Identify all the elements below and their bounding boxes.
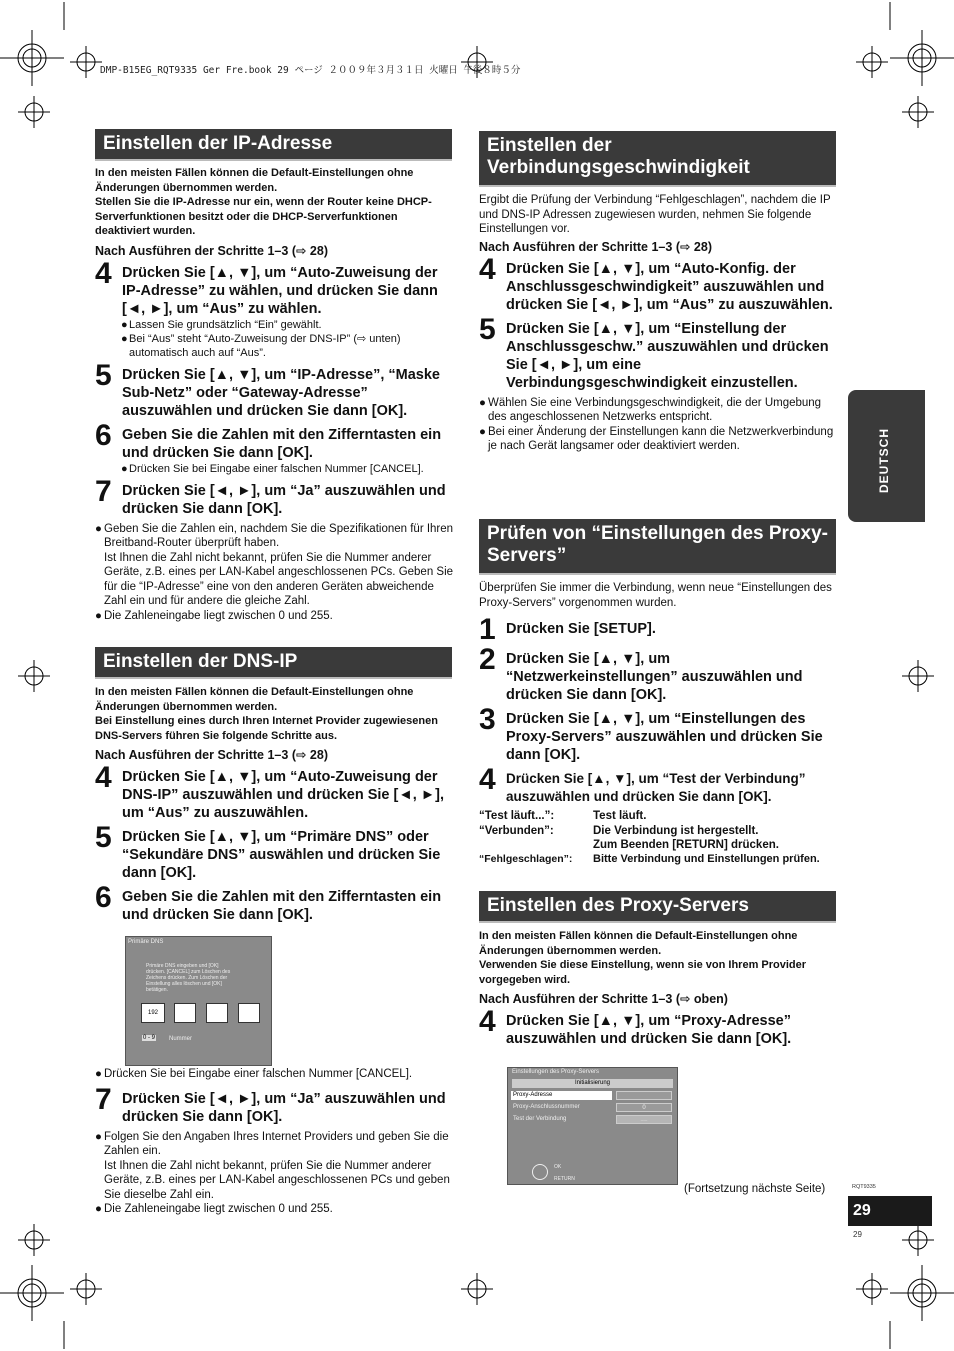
step-number: 4 (479, 1005, 496, 1038)
step-text: Drücken Sie [▲, ▼], um “Proxy-Adresse” auszuwählen und drücken Sie dann [OK]. (506, 1013, 792, 1047)
screen-value-box: 0 (616, 1103, 672, 1112)
dns-note-2: ● Die Zahleneingabe liegt zwischen 0 und 255. (95, 1203, 333, 1215)
proxy-intro: In den meisten Fällen können die Default-Einstellungen ohne Änderungen übernommen werden. Verwenden Sie diese Einstellung, wenn sie von Ihrem Provider vorgegeben wird. (479, 930, 807, 986)
dns-step-5 (95, 821, 455, 882)
screen-value-box: ----- (616, 1115, 672, 1124)
dns-note-1: ● Folgen Sie den Angaben Ihres Internet Providers und geben Sie die Zahlen ein. (95, 1130, 449, 1157)
proxycheck-step-4 (479, 763, 836, 806)
dns-section (95, 685, 455, 924)
speed-step-4 (479, 252, 836, 314)
dns-after-steps: Nach Ausführen der Schritte 1–3 (⇨ 28) (95, 748, 328, 762)
step-number: 2 (479, 643, 496, 676)
speed-step-5 (479, 312, 836, 392)
speed-intro: Ergibt die Prüfung der Verbindung “Fehlgeschlagen”, nachdem die IP und DNS-IP Adressen zugewiesen wurden, nehmen Sie folgende Einstellungen vor. (479, 194, 831, 235)
screen-instructions: Primäre DNS eingeben und [OK] drücken. [CANCEL] zum Löschen des Zeichens drücken. Zum Löschen der Einstellung alles löschen und [OK] betätigen. (146, 963, 231, 993)
language-tab: DEUTSCH (848, 390, 925, 522)
step-text: Drücken Sie [SETUP]. (506, 621, 656, 637)
connection-status-table (479, 809, 836, 865)
step-text: Drücken Sie [▲, ▼], um “Auto-Konfig. der Anschlussgeschwindigkeit” auszuwählen und drücken Sie [◄, ►], um “Aus” zu auszuwählen. (506, 260, 833, 313)
ip-note-2: ● Die Zahleneingabe liegt zwischen 0 und 255. (95, 609, 333, 622)
dns-note-1-cont: Ist Ihnen die Zahl nicht bekannt, prüfen Sie die Nummer anderer Geräte, z.B. eines per LAN-Kabel angeschlossenen PCs und geben Sie dieselbe Zahl ein. (104, 1159, 450, 1201)
screen-field-1: 192 (141, 1003, 165, 1023)
step-text: Drücken Sie [▲, ▼], um “Einstellungen des Proxy-Servers” auszuwählen und drücken Sie dann [OK]. (506, 711, 823, 763)
ip-section (95, 166, 455, 623)
heading-proxy-server: Einstellen des Proxy-Servers (479, 891, 836, 923)
proxycheck-step-1 (479, 613, 836, 646)
step-number: 4 (95, 761, 112, 794)
page-number: 29 (848, 1196, 932, 1226)
doc-code: RQT9335 (852, 1184, 876, 1190)
dns-screen-bullet: ● Drücken Sie bei Eingabe einer falschen Nummer [CANCEL]. (95, 1068, 413, 1080)
screen-value-box (616, 1091, 672, 1100)
proxy-after-steps: Nach Ausführen der Schritte 1–3 (⇨ oben) (479, 992, 728, 1006)
ip-step-5 (95, 358, 455, 420)
step-text: Drücken Sie [◄, ►], um “Ja” auszuwählen und drücken Sie dann [OK]. (122, 1090, 446, 1125)
screen-title: Einstellungen des Proxy-Servers (512, 1069, 600, 1075)
heading-proxy-check: Prüfen von “Einstellungen des Proxy-Servers” (479, 519, 836, 575)
step-text: Drücken Sie [▲, ▼], um “Primäre DNS” oder “Sekundäre DNS” auswählen und drücken Sie dann [OK]. (122, 829, 441, 881)
step-number: 7 (95, 1082, 112, 1116)
ip-intro: In den meisten Fällen können die Default-Einstellungen ohne Änderungen übernommen werden. Stellen Sie die IP-Adresse nur ein, wenn der Router keine DHCP-Serverfunktionen besitzt oder die DHCP-Serverfunktionen deaktiviert wurden. (95, 167, 432, 237)
speed-after-steps: Nach Ausführen der Schritte 1–3 (⇨ 28) (479, 239, 712, 254)
status-label: “Test läuft...”: (479, 810, 555, 822)
print-header: DMP-B15EG_RQT9335 Ger Fre.book 29 ページ ２００９年３月３１日 火曜日 午後８時５分 (100, 65, 521, 76)
screen-remote-icon (532, 1164, 548, 1180)
ip-note-1: ● Geben Sie die Zahlen ein, nachdem Sie die Spezifikationen für Ihren Breitband-Router überprüft haben. (95, 522, 454, 549)
speed-section (479, 193, 836, 454)
step-number: 4 (95, 256, 112, 290)
heading-connection-speed: Einstellen der Verbindungsgeschwindigkeit (479, 131, 836, 187)
dns-intro: In den meisten Fällen können die Default-Einstellungen ohne Änderungen übernommen werden. Bei Einstellung eines durch Ihren Internet Provider zugewiesenen DNS-Servers führen Sie folgende Schritte aus. (95, 686, 438, 742)
step-text: Drücken Sie [▲, ▼], um “Test der Verbindung” auszuwählen und drücken Sie dann [OK]. (506, 771, 806, 804)
screen-row-proxy-port: Proxy-Anschlussnummer (513, 1104, 580, 1110)
step-number: 7 (95, 474, 112, 508)
screen-row-connection-test: Test der Verbindung (513, 1116, 567, 1122)
step-number: 5 (95, 821, 112, 854)
speed-note-2: ● Bei einer Änderung der Einstellungen kann die Netzwerkverbindung je nach Gerät langsamer oder deaktiviert werden. (479, 425, 834, 452)
dns-step-4 (95, 761, 455, 822)
step-number: 1 (479, 613, 496, 646)
screen-field-3 (206, 1003, 228, 1023)
dns-step-6 (95, 881, 455, 924)
heading-ip-address: Einstellen der IP-Adresse (95, 129, 452, 161)
ip-after-steps: Nach Ausführen der Schritte 1–3 (⇨ 28) (95, 243, 328, 258)
proxycheck-step-2 (479, 643, 836, 704)
ip-note-1-cont: Ist Ihnen die Zahl nicht bekannt, prüfen Sie die Nummer anderer Geräte, z.B. eines per LAN-Kabel angeschlossenen PCs. Geben Sie für die “IP-Adresse” eine von den anderen Geräten abweichende Zahl ein und für andere die gleiche Zahl. (104, 551, 454, 607)
proxycheck-step-3 (479, 703, 836, 764)
step-text: Drücken Sie [▲, ▼], um “Netzwerkeinstellungen” auszuwählen und drücken Sie dann [OK]. (506, 651, 803, 703)
screen-ok-hint: OK (554, 1164, 562, 1170)
step-number: 5 (479, 312, 496, 346)
dns-notes (95, 1067, 455, 1217)
screen-return-hint: RETURN (554, 1176, 575, 1182)
ip-step-7 (95, 474, 455, 518)
step-number: 6 (95, 418, 112, 452)
step-number: 3 (479, 703, 496, 736)
dns-step-7 (95, 1082, 455, 1126)
step-number: 6 (95, 881, 112, 914)
ip-step-4 (95, 256, 455, 318)
step-text: Geben Sie die Zahlen mit den Zifferntasten ein und drücken Sie dann [OK]. (122, 426, 442, 461)
continuation-note: (Fortsetzung nächste Seite) (684, 1183, 826, 1195)
status-value: Die Verbindung ist hergestellt. (593, 825, 759, 837)
screen-hint-keys: 0 - 9 (143, 1035, 156, 1041)
proxy-section (479, 929, 836, 1048)
step-number: 4 (479, 763, 496, 796)
proxy-step-4 (479, 1005, 836, 1048)
step-number: 5 (95, 358, 112, 392)
dns-screen-image (125, 936, 272, 1066)
screen-field-4 (238, 1003, 260, 1023)
page-number-small: 29 (853, 1230, 862, 1239)
step-text: Drücken Sie [▲, ▼], um “Auto-Zuweisung der DNS-IP” auszuwählen und drücken Sie [◄, ►], um “Aus” zu auszuwählen. (122, 769, 444, 821)
ip-step6-bullet: ● Drücken Sie bei Eingabe einer falschen Nummer [CANCEL]. (121, 462, 424, 475)
ip-step-6 (95, 418, 455, 462)
step-text: Drücken Sie [▲, ▼], um “IP-Adresse”, “Maske Sub-Netz” oder “Gateway-Adresse” auszuwählen und drücken Sie dann [OK]. (122, 366, 440, 419)
status-label: “Fehlgeschlagen”: (479, 853, 573, 865)
proxy-screen-image (507, 1067, 678, 1185)
screen-field-2 (174, 1003, 196, 1023)
screen-row-proxy-address: Proxy-Adresse (511, 1091, 612, 1100)
step-text: Drücken Sie [▲, ▼], um “Auto-Zuweisung der IP-Adresse” zu wählen, und drücken Sie dann [◄, ►], um “Aus” zu wählen. (122, 264, 438, 317)
proxycheck-section (479, 581, 836, 806)
step-text: Drücken Sie [▲, ▼], um “Einstellung der Anschlussgeschw.” auszuwählen und drücken Sie [◄, ►], um eine Verbindungsgeschwindigkeit einzustellen. (506, 320, 829, 391)
screen-hint: Nummer (169, 1036, 193, 1042)
speed-note-1: ● Wählen Sie eine Verbindungsgeschwindigkeit, die der Umgebung des angeschlossenen Netzwerks entspricht. (479, 396, 822, 423)
proxycheck-intro: Überprüfen Sie immer die Verbindung, wenn neue “Einstellungen des Proxy-Servers” vorgenommen wurden. (479, 582, 832, 609)
status-label: “Verbunden”: (479, 825, 554, 837)
heading-dns-ip: Einstellen der DNS-IP (95, 647, 452, 679)
step-text: Drücken Sie [◄, ►], um “Ja” auszuwählen und drücken Sie dann [OK]. (122, 482, 446, 517)
status-value: Test läuft. (593, 810, 647, 822)
step-number: 4 (479, 252, 496, 286)
status-value: Zum Beenden [RETURN] drücken. (593, 839, 779, 851)
status-value: Bitte Verbindung und Einstellungen prüfen. (593, 853, 820, 865)
screen-init-button: Initialisierung (512, 1079, 673, 1088)
screen-title: Primäre DNS (128, 939, 164, 945)
step-text: Geben Sie die Zahlen mit den Zifferntasten ein und drücken Sie dann [OK]. (122, 889, 442, 923)
ip-step4-bullet-1: ● Lassen Sie grundsätzlich “Ein” gewählt. (121, 318, 322, 331)
ip-step4-bullet-2: ● Bei “Aus” steht “Auto-Zuweisung der DNS-IP” (⇨ unten) automatisch auch auf “Aus”. (121, 332, 401, 359)
